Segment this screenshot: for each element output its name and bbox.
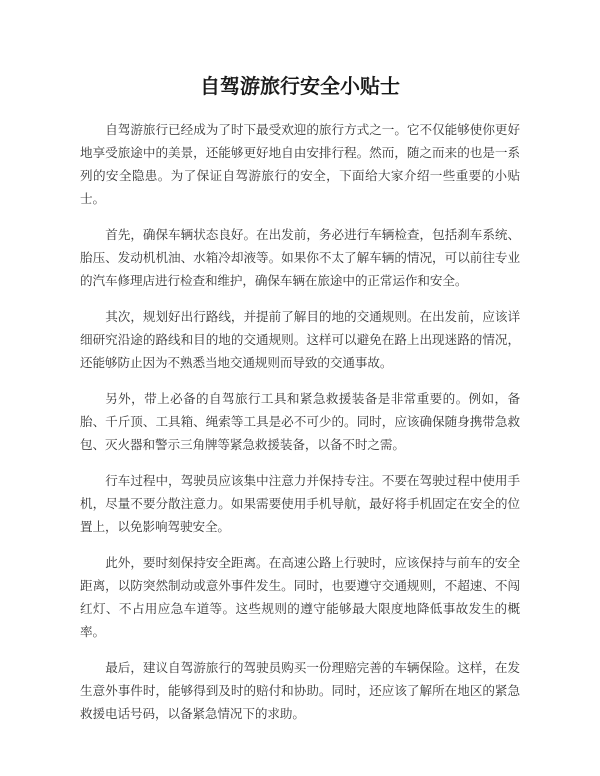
document-body (80, 118, 520, 738)
paragraph-safe-distance: 此外，要时刻保持安全距离。在高速公路上行驶时，应该保持与前车的安全距离，以防突然制动或意外事件发生。同时，也要遵守交通规则，不超速、不闯红灯、不占用应急车道等。这些规则的遵守能够最大限度地降低事故发生的概率。 (80, 555, 520, 639)
paragraph-insurance: 最后，建议自驾游旅行的驾驶员购买一份理赔完善的车辆保险。这样，在发生意外事件时，能够得到及时的赔付和协助。同时，还应该了解所在地区的紧急救援电话号码，以备紧急情况下的求助。 (80, 660, 520, 721)
document-title: 自驾游旅行安全小贴士 (200, 74, 400, 98)
paragraph-route-planning: 其次，规划好出行路线，并提前了解目的地的交通规则。在出发前，应该详细研究沿途的路线和目的地的交通规则。这样可以避免在路上出现迷路的情况，还能够防止因为不熟悉当地交通规则而导致的交通事故。 (80, 309, 520, 370)
paragraph-intro: 自驾游旅行已经成为了时下最受欢迎的旅行方式之一。它不仅能够使你更好地享受旅途中的美景，还能够更好地自由安排行程。然而，随之而来的也是一系列的安全隐患。为了保证自驾游旅行的安全，下面给大家介绍一些重要的小贴士。 (80, 122, 520, 206)
paragraph-emergency-equipment: 另外，带上必备的自驾旅行工具和紧急救援装备是非常重要的。例如，备胎、千斤顶、工具箱、绳索等工具是必不可少的。同时，应该确保随身携带急救包、灭火器和警示三角牌等紧急救援装备，以备不时之需。 (80, 391, 520, 452)
paragraph-vehicle-check: 首先，确保车辆状态良好。在出发前，务必进行车辆检查，包括刹车系统、胎压、发动机机油、水箱冷却液等。如果你不太了解车辆的情况，可以前往专业的汽车修理店进行检查和维护，确保车辆在旅途中的正常运作和安全。 (80, 227, 520, 288)
paragraph-driver-focus: 行车过程中，驾驶员应该集中注意力并保持专注。不要在驾驶过程中使用手机，尽量不要分散注意力。如果需要使用手机导航，最好将手机固定在安全的位置上，以免影响驾驶安全。 (80, 473, 520, 534)
